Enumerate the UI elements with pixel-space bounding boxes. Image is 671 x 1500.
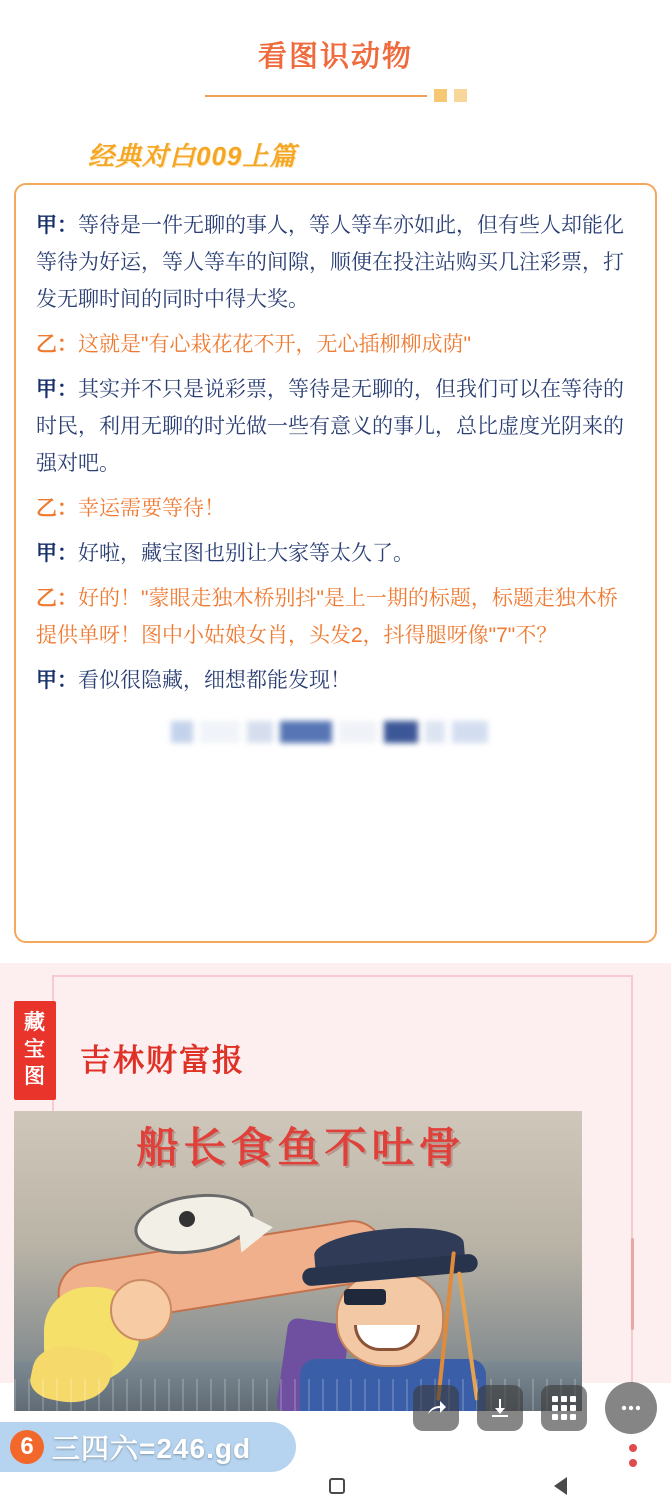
illustration-captain-face: [336, 1271, 444, 1367]
dialogue-text: 其实并不只是说彩票，等待是无聊的，但我们可以在等待的时民，利用无聊的时光做一些有意义的事儿，总比虚度光阴来的强对吧。: [36, 378, 624, 475]
back-icon[interactable]: [554, 1477, 567, 1495]
dialogue-card: [14, 183, 657, 943]
share-icon[interactable]: [413, 1385, 459, 1431]
page-title: 看图识动物: [257, 41, 413, 73]
watermark-logo: 6: [10, 1430, 44, 1464]
grid-icon[interactable]: [541, 1385, 587, 1431]
recent-apps-icon[interactable]: [329, 1478, 345, 1494]
newspaper-image[interactable]: [14, 1111, 582, 1411]
decor-square-1: [434, 89, 447, 102]
illustration-mermaid-head: [110, 1279, 172, 1341]
watermark-text: 三四六=246.gd: [52, 1433, 252, 1464]
illustration-eye-patch: [344, 1289, 386, 1305]
illustration-fish-eye: [179, 1211, 195, 1227]
illustration-fish-tail: [237, 1205, 275, 1252]
dialogue-text: 这就是"有心栽花花不开，无心插柳柳成荫": [78, 333, 471, 356]
watermark: [0, 1422, 296, 1472]
more-icon[interactable]: [605, 1382, 657, 1434]
treasure-map-tag: 藏宝图: [14, 1001, 56, 1100]
title-decoration: [0, 89, 671, 102]
page-header: [0, 0, 671, 102]
dialogue-line: [36, 490, 635, 527]
image-headline: 船长食鱼不吐骨: [136, 1123, 466, 1172]
decor-square-2: [454, 89, 467, 102]
grid-glyph: [552, 1396, 576, 1420]
dialogue-text: 幸运需要等待！: [78, 497, 225, 520]
dialogue-speaker: 甲：: [36, 542, 78, 565]
dialogue-text: 等待是一件无聊的事人，等人等车亦如此，但有些人却能化等待为好运，等人等车的间隙，顺便在投注站购买几注彩票，打发无聊时间的同时中得大奖。: [36, 214, 624, 311]
dialogue-text: 好啦，藏宝图也别让大家等太久了。: [78, 542, 414, 565]
dialogue-text: 好的！"蒙眼走独木桥别抖"是上一期的标题，标题走独木桥提供单呀！图中小姑娘女肖，头发2，抖得腿呀像"7"不？: [36, 587, 618, 647]
newspaper-title: 吉林财富报: [80, 1043, 245, 1078]
dialogue-line: [36, 371, 635, 482]
android-navbar: [0, 1472, 671, 1500]
navbar-spacer: [104, 1478, 120, 1494]
title-rule: [205, 95, 427, 97]
dialogue-line: [36, 662, 635, 699]
section-label: 经典对白009上篇: [88, 141, 297, 171]
dialogue-text: 看似很隐藏，细想都能发现！: [78, 669, 351, 692]
dialogue-speaker: 乙：: [36, 497, 78, 520]
dialogue-line: [36, 326, 635, 363]
dialogue-speaker: 甲：: [36, 378, 78, 401]
download-icon[interactable]: [477, 1385, 523, 1431]
dialogue-speaker: 乙：: [36, 587, 78, 610]
dialogue-line: [36, 207, 635, 318]
dialogue-speaker: 甲：: [36, 669, 78, 692]
dialogue-speaker: 甲：: [36, 214, 78, 237]
floating-action-row: [413, 1382, 657, 1434]
newspaper-panel: [0, 963, 671, 1383]
blurred-watermark-strip: [171, 721, 501, 743]
dialogue-speaker: 乙：: [36, 333, 78, 356]
scroll-indicator[interactable]: [631, 1238, 634, 1330]
dialogue-line: [36, 580, 635, 654]
dialogue-line: [36, 535, 635, 572]
